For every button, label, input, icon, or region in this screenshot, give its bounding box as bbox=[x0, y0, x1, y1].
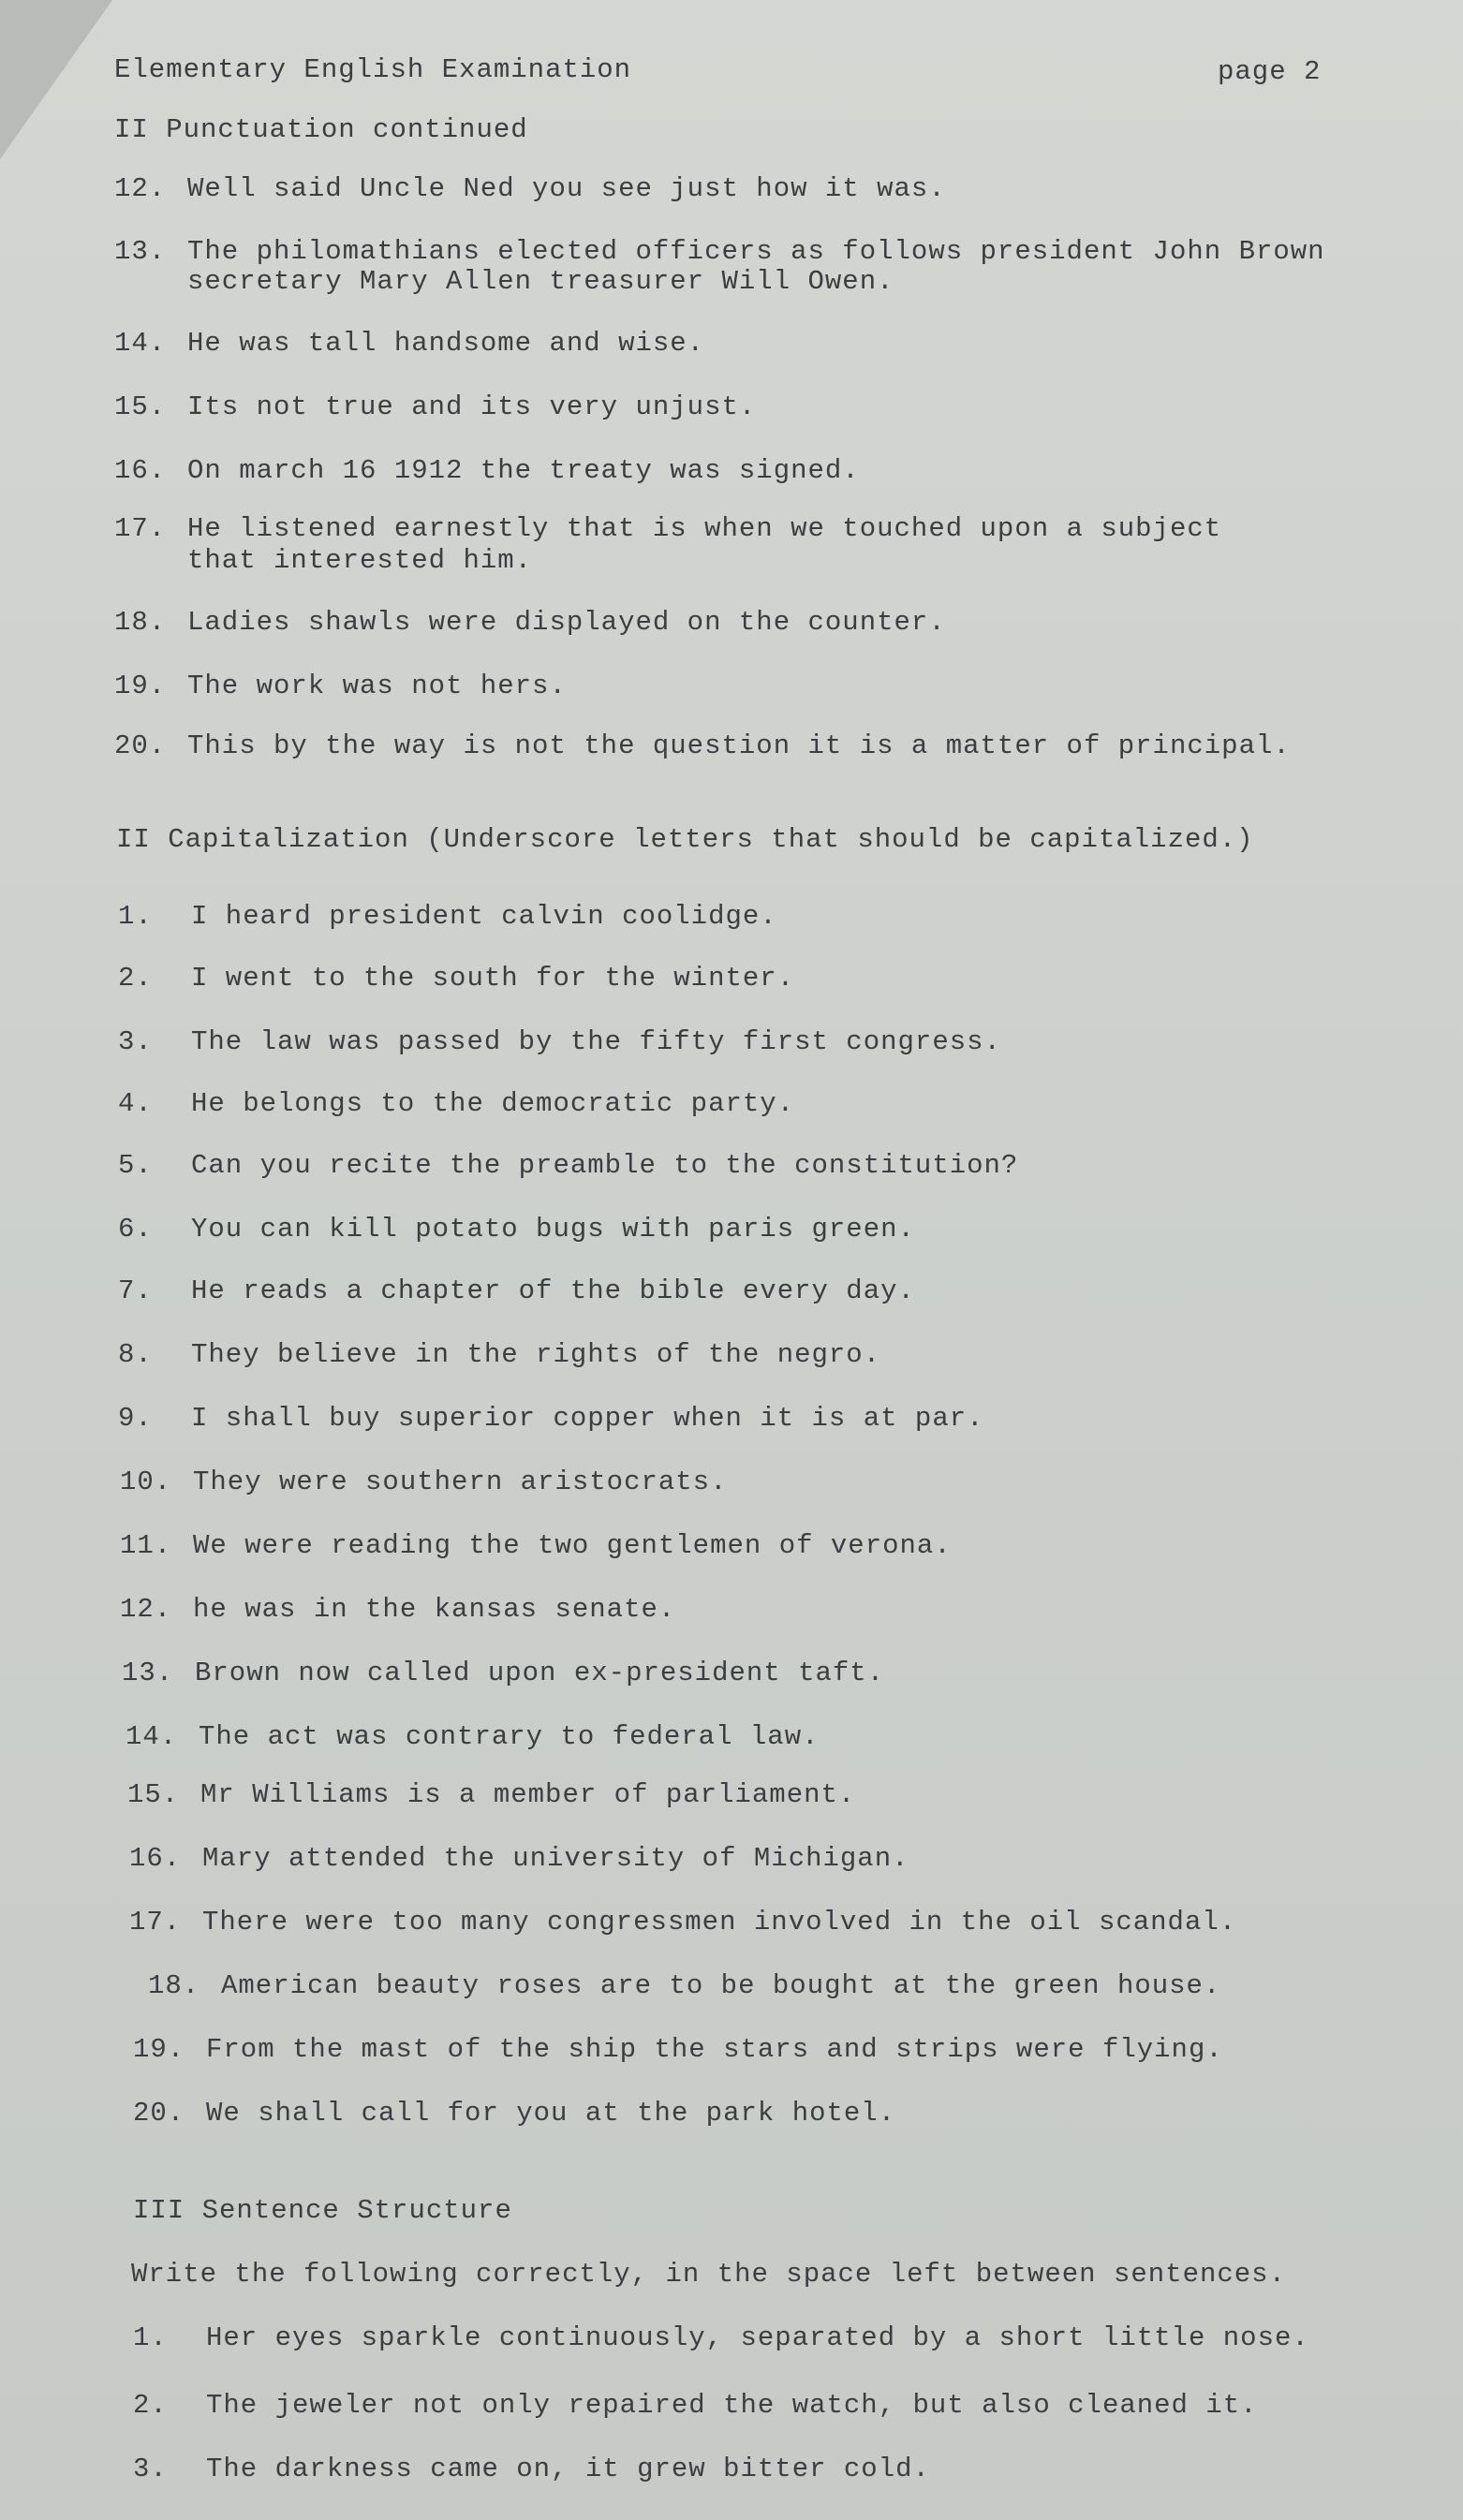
list-item bbox=[118, 1150, 1018, 1181]
list-item bbox=[118, 1275, 915, 1306]
list-item bbox=[118, 1403, 984, 1434]
item-number: 20. bbox=[133, 2098, 185, 2129]
item-text: American beauty roses are to be bought at the green house. bbox=[221, 1970, 1221, 2001]
item-text: The darkness came on, it grew bitter cold. bbox=[206, 2454, 930, 2484]
item-number: 18. bbox=[148, 1970, 200, 2001]
item-number: 12. bbox=[114, 173, 167, 204]
list-item bbox=[114, 671, 567, 701]
list-item bbox=[120, 1530, 952, 1561]
list-item bbox=[114, 607, 946, 638]
list-item bbox=[133, 2034, 1223, 2065]
item-text: From the mast of the ship the stars and strips were flying. bbox=[206, 2034, 1223, 2065]
item-text: They were southern aristocrats. bbox=[193, 1466, 728, 1497]
item-number: 20. bbox=[114, 730, 167, 761]
item-number: 5. bbox=[118, 1150, 153, 1181]
item-text: We shall call for you at the park hotel. bbox=[206, 2098, 896, 2129]
item-text: Can you recite the preamble to the constitution? bbox=[191, 1150, 1019, 1181]
item-number: 7. bbox=[118, 1275, 153, 1306]
item-number: 11. bbox=[120, 1530, 172, 1561]
list-item bbox=[133, 2098, 895, 2129]
list-item bbox=[118, 901, 777, 932]
item-text: Mary attended the university of Michigan. bbox=[202, 1843, 909, 1874]
item-text: He belongs to the democratic party. bbox=[191, 1088, 795, 1119]
list-item bbox=[127, 1779, 855, 1810]
item-number: 3. bbox=[118, 1026, 153, 1057]
list-item bbox=[133, 2390, 1258, 2421]
item-text: Mr Williams is a member of parliament. bbox=[200, 1779, 856, 1810]
page-number: page 2 bbox=[1218, 56, 1322, 87]
item-text: The act was contrary to federal law. bbox=[199, 1721, 820, 1752]
item-number: 9. bbox=[118, 1403, 153, 1434]
list-item bbox=[118, 1088, 794, 1119]
list-item bbox=[118, 963, 794, 994]
item-number: 16. bbox=[114, 455, 167, 486]
list-item bbox=[133, 2322, 1309, 2353]
item-number: 4. bbox=[118, 1088, 153, 1119]
item-number: 6. bbox=[118, 1214, 153, 1245]
list-item bbox=[133, 2454, 930, 2484]
item-number: 2. bbox=[118, 963, 153, 994]
item-text: You can kill potato bugs with paris green. bbox=[191, 1214, 915, 1245]
item-number: 16. bbox=[129, 1843, 182, 1874]
list-item bbox=[129, 1843, 909, 1874]
item-text: Well said Uncle Ned you see just how it was. bbox=[187, 173, 946, 204]
item-number: 19. bbox=[133, 2034, 185, 2065]
item-text: Ladies shawls were displayed on the counter. bbox=[187, 607, 946, 638]
item-text: He reads a chapter of the bible every day. bbox=[191, 1275, 915, 1306]
item-text-continued: secretary Mary Allen treasurer Will Owen. bbox=[187, 266, 894, 297]
list-item bbox=[114, 328, 704, 359]
item-number: 17. bbox=[129, 1907, 182, 1938]
list-item bbox=[148, 1970, 1220, 2001]
item-number: 2. bbox=[133, 2390, 168, 2421]
list-item bbox=[114, 236, 1325, 267]
list-item bbox=[118, 1339, 880, 1370]
item-text-continued: that interested him. bbox=[187, 545, 533, 576]
list-item bbox=[120, 1594, 675, 1625]
item-number: 15. bbox=[127, 1779, 180, 1810]
section-heading-punctuation: II Punctuation continued bbox=[114, 114, 528, 145]
item-number: 1. bbox=[118, 901, 153, 932]
item-number: 1. bbox=[133, 2322, 168, 2353]
section-heading-sentence-structure: III Sentence Structure bbox=[133, 2195, 512, 2226]
item-text: Brown now called upon ex-president taft. bbox=[195, 1658, 885, 1688]
item-number: 8. bbox=[118, 1339, 153, 1370]
list-item bbox=[118, 1026, 1001, 1057]
list-item bbox=[114, 513, 1221, 544]
item-text: I went to the south for the winter. bbox=[191, 963, 795, 994]
item-number: 3. bbox=[133, 2454, 168, 2484]
exam-title: Elementary English Examination bbox=[114, 54, 632, 85]
item-text: he was in the kansas senate. bbox=[193, 1594, 676, 1625]
item-number: 13. bbox=[122, 1658, 174, 1688]
page-corner-shadow bbox=[0, 0, 112, 159]
item-text: The law was passed by the fifty first congress. bbox=[191, 1026, 1001, 1057]
section-heading-capitalization: II Capitalization (Underscore letters that should be capitalized.) bbox=[116, 824, 1254, 855]
item-text: He listened earnestly that is when we touched upon a subject bbox=[187, 513, 1222, 544]
item-text: Her eyes sparkle continuously, separated by a short little nose. bbox=[206, 2322, 1309, 2353]
list-item bbox=[129, 1907, 1236, 1938]
list-item bbox=[126, 1721, 820, 1752]
list-item bbox=[122, 1658, 884, 1688]
item-text: He was tall handsome and wise. bbox=[187, 328, 705, 359]
item-number: 17. bbox=[114, 513, 167, 544]
item-number: 18. bbox=[114, 607, 167, 638]
list-item bbox=[114, 173, 946, 204]
item-text: I heard president calvin coolidge. bbox=[191, 901, 777, 932]
section-instruction: Write the following correctly, in the space left between sentences. bbox=[131, 2259, 1286, 2290]
list-item bbox=[118, 1214, 915, 1245]
list-item bbox=[114, 730, 1291, 761]
item-text: The jeweler not only repaired the watch, but also cleaned it. bbox=[206, 2390, 1258, 2421]
item-number: 14. bbox=[114, 328, 167, 359]
item-text: I shall buy superior copper when it is at par. bbox=[191, 1403, 984, 1434]
item-text: This by the way is not the question it is a matter of principal. bbox=[187, 730, 1291, 761]
item-text: The work was not hers. bbox=[187, 671, 567, 701]
list-item bbox=[114, 391, 756, 422]
list-item bbox=[114, 455, 860, 486]
item-text: Its not true and its very unjust. bbox=[187, 391, 757, 422]
item-number: 19. bbox=[114, 671, 167, 701]
item-number: 12. bbox=[120, 1594, 172, 1625]
item-number: 10. bbox=[120, 1466, 172, 1497]
item-text: The philomathians elected officers as follows president John Brown bbox=[187, 236, 1325, 267]
item-text: There were too many congressmen involved in the oil scandal. bbox=[202, 1907, 1237, 1938]
item-text: We were reading the two gentlemen of verona. bbox=[193, 1530, 952, 1561]
item-number: 15. bbox=[114, 391, 167, 422]
item-number: 13. bbox=[114, 236, 167, 267]
item-number: 14. bbox=[126, 1721, 178, 1752]
list-item bbox=[120, 1466, 728, 1497]
item-text: They believe in the rights of the negro. bbox=[191, 1339, 881, 1370]
item-text: On march 16 1912 the treaty was signed. bbox=[187, 455, 860, 486]
